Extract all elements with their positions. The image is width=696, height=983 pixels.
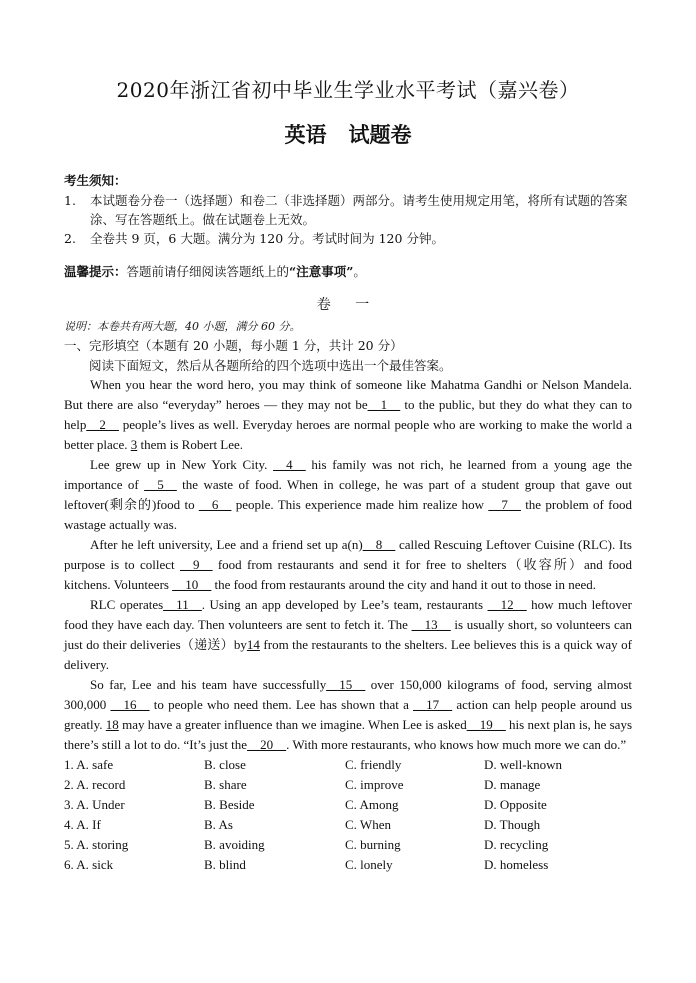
- passage-text: RLC operates: [90, 597, 164, 612]
- passage-text: is usually short, so volunteers can just do their deliveries（递送）by: [64, 617, 633, 652]
- blank-6: __6__: [198, 497, 232, 512]
- option-cell: C. Among: [345, 797, 399, 812]
- option-row: [64, 817, 562, 837]
- blank-13: __13__: [411, 617, 451, 632]
- option-cell: 4. A. If: [64, 817, 101, 832]
- option-cell: B. blind: [204, 857, 246, 872]
- blank-5: __5__: [144, 477, 177, 492]
- passage-text: called Rescuing Leftover Cuisine (RLC). Its purpose is to collect: [64, 537, 632, 572]
- options-table: [64, 757, 562, 877]
- blank-19: __19__: [466, 717, 506, 732]
- note-number: 2.: [64, 231, 76, 246]
- option-cell: B. Beside: [204, 797, 255, 812]
- note-number: 1.: [64, 193, 76, 208]
- passage-text: them is Robert Lee.: [137, 437, 244, 452]
- part-heading: 一、完形填空（本题有 20 小题，每小题 1 分，共计 20 分）: [64, 338, 403, 353]
- blank-18: 18: [105, 717, 119, 732]
- option-cell: B. share: [204, 777, 247, 792]
- blank-2: __2__: [86, 417, 119, 432]
- passage-text: . Using an app developed by Lee’s team, restaurants: [201, 597, 488, 612]
- passage-text: Lee grew up in New York City.: [90, 457, 274, 472]
- option-cell: C. improve: [345, 777, 404, 792]
- passage-text: people. This experience made him realize how: [231, 497, 489, 512]
- cloze-passage: [64, 375, 632, 755]
- option-row: [64, 777, 562, 797]
- option-cell: 3. A. Under: [64, 797, 125, 812]
- passage-text: After he left university, Lee and a friend set up a(n): [90, 537, 363, 552]
- tip-label: 温馨提示：: [64, 264, 127, 279]
- tip-text: 答题前请仔细阅读答题纸上的: [126, 264, 290, 279]
- option-cell: D. Though: [484, 817, 541, 832]
- section-title: 卷 一: [316, 297, 380, 313]
- passage-text: people’s lives as well. Everyday heroes are normal people who are working to make the world a better place.: [64, 417, 632, 452]
- blank-17: __17__: [413, 697, 453, 712]
- blank-15: __15__: [326, 677, 366, 692]
- passage-text: over 150,000 kilograms of food, serving almost 300,000: [64, 677, 632, 712]
- option-cell: D. recycling: [484, 837, 549, 852]
- note-text: 本试题卷分卷一（选择题）和卷二（非选择题）两部分。请考生使用规定用笔，将所有试题的答案涂、写在答题纸上。做在试题卷上无效。: [90, 193, 628, 227]
- passage-text: may have a greater influence than we imagine. When Lee is asked: [118, 717, 467, 732]
- passage-text: action can help people around us greatly.: [64, 697, 633, 732]
- option-cell: 1. A. safe: [64, 757, 114, 772]
- option-cell: C. When: [345, 817, 391, 832]
- passage-text: to the public, but they do what they can to help: [64, 397, 632, 432]
- passage-text: his family was not rich, he learned from a young age the importance of: [64, 457, 632, 492]
- blank-1: __1__: [367, 397, 401, 412]
- option-cell: 2. A. record: [64, 777, 126, 792]
- passage-text: the problem of food wastage actually was.: [64, 497, 632, 532]
- subject-name: 英语: [284, 122, 327, 147]
- option-cell: D. manage: [484, 777, 541, 792]
- passage-text: . With more restaurants, who knows how much more we can do.”: [286, 737, 627, 752]
- passage-text: how much leftover food they have each day. Then volunteers are sent to fetch it. The: [64, 597, 632, 632]
- tip-end: 。: [353, 264, 366, 279]
- option-row: [64, 837, 562, 857]
- blank-3: 3: [130, 437, 138, 452]
- option-cell: B. close: [204, 757, 246, 772]
- blank-12: __12__: [487, 597, 527, 612]
- option-cell: C. friendly: [345, 757, 402, 772]
- option-cell: D. homeless: [484, 857, 549, 872]
- blank-9: __9__: [180, 557, 213, 572]
- passage-text: When you hear the word hero, you may think of someone like Mahatma Gandhi or Nelson Mandela. But there are also “everyday” heroes — they may not be: [64, 377, 632, 412]
- option-cell: 6. A. sick: [64, 857, 114, 872]
- passage-paragraph: [64, 595, 632, 675]
- passage-text: from the restaurants to the shelters. Lee believes this is a quick way of delivery.: [64, 637, 632, 672]
- option-cell: B. avoiding: [204, 837, 265, 852]
- blank-16: __16__: [110, 697, 150, 712]
- blank-4: __4__: [273, 457, 306, 472]
- note-item: [64, 191, 632, 229]
- note-text: 全卷共 9 页，6 大题。满分为 120 分。考试时间为 120 分钟。: [90, 231, 444, 246]
- paper-name: 试题卷: [348, 122, 412, 147]
- section-description: 说明：本卷共有两大题，40 小题，满分 60 分。: [64, 320, 301, 333]
- passage-text: So far, Lee and his team have successfully: [90, 677, 327, 692]
- blank-11: __11__: [163, 597, 202, 612]
- passage-text: his next plan is, he says there’s still a lot to do. “It’s just the: [64, 717, 633, 752]
- passage-text: to people who need them. Lee has shown that a: [149, 697, 414, 712]
- option-cell: 5. A. storing: [64, 837, 129, 852]
- passage-text: food from restaurants and send it for free to shelters（收容所）and food kitchens. Volunteers: [64, 557, 632, 592]
- option-cell: D. well-known: [484, 757, 562, 772]
- blank-8: __8__: [362, 537, 396, 552]
- passage-paragraph: [64, 535, 632, 595]
- notes-heading: 考生须知：: [64, 173, 127, 188]
- passage-text: the food from restaurants around the city and hand it out to those in need.: [211, 577, 597, 592]
- option-cell: C. lonely: [345, 857, 393, 872]
- passage-paragraph: [64, 455, 632, 535]
- passage-text: the waste of food. When in college, he was part of a student group that gave out leftover(剩余的)food to: [64, 477, 632, 512]
- blank-20: __20__: [247, 737, 287, 752]
- option-row: [64, 857, 562, 877]
- passage-paragraph: [64, 375, 632, 455]
- option-row: [64, 797, 562, 817]
- blank-10: __10__: [172, 577, 212, 592]
- blank-14: 14: [246, 637, 260, 652]
- option-cell: B. As: [204, 817, 233, 832]
- option-cell: C. burning: [345, 837, 401, 852]
- exam-subtitle: [64, 119, 632, 149]
- note-item: [64, 229, 632, 248]
- option-row: [64, 757, 562, 777]
- passage-paragraph: [64, 675, 632, 755]
- tip-line: [64, 262, 632, 280]
- option-cell: D. Opposite: [484, 797, 547, 812]
- part-instruction: 阅读下面短文，然后从各题所给的四个选项中选出一个最佳答案。: [89, 358, 452, 373]
- blank-7: __7__: [488, 497, 521, 512]
- exam-title: 2020年浙江省初中毕业生学业水平考试（嘉兴卷）: [116, 78, 580, 102]
- tip-bold: “注意事项”: [289, 264, 354, 279]
